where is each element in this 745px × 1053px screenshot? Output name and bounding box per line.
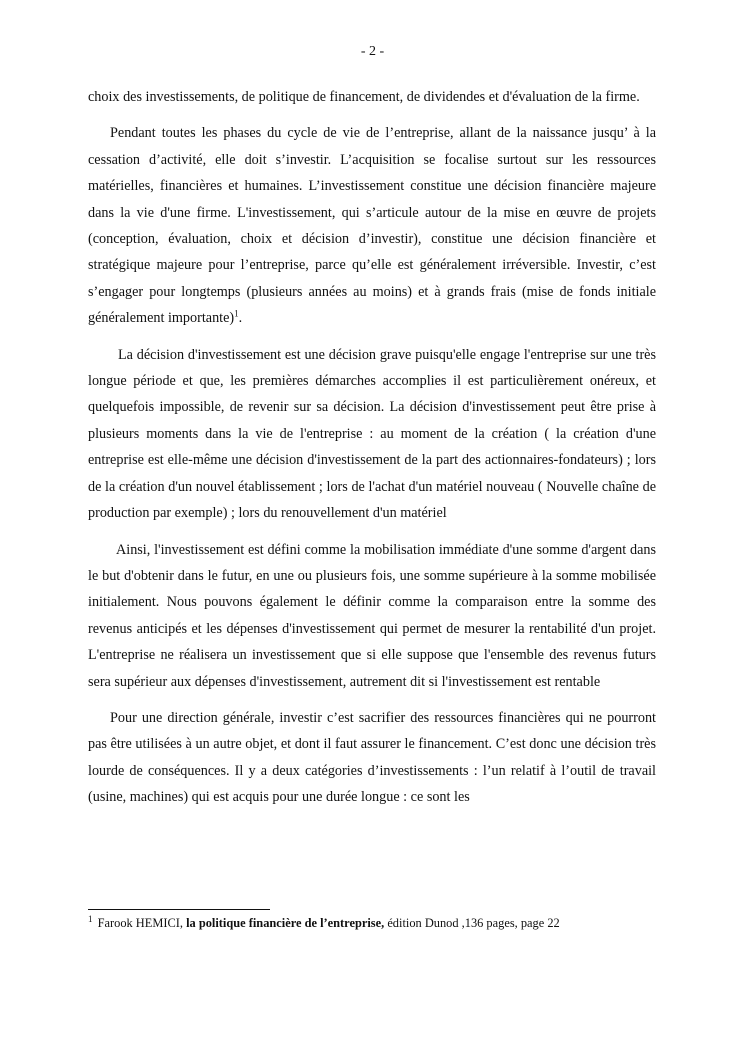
footnote-title: la politique financière de l’entreprise, bbox=[186, 916, 385, 930]
footnote-separator bbox=[88, 909, 270, 910]
body-text bbox=[88, 84, 656, 821]
paragraph-4: Ainsi, l'investissement est défini comme la mobilisation immédiate d'une somme d'argent dans le but d'obtenir dans le futur, en une ou plusieurs fois, une somme supérieure à la somme mobilisée initialement. Nous pouvons également le définir comme la comparaison entre la somme des revenus anticipés et les dépenses d'investissement qui permet de mesurer la rentabilité d'un projet. L'entreprise ne réalisera un investissement que si elle suppose que l'ensemble des revenus futurs sera supérieur aux dépenses d'investissement, autrement dit si l'investissement est rentable bbox=[88, 541, 656, 690]
footnote-reference: 1 bbox=[234, 308, 239, 319]
paragraph-3: La décision d'investissement est une décision grave puisqu'elle engage l'entreprise sur une très longue période et que, les premières démarches accomplies il est particulièrement onéreux, et quelquefois impossible, de revenir sur sa décision. La décision d'investissement peut être prise à plusieurs moments dans la vie de l'entreprise : au moment de la création ( la création d'une entreprise est elle-même une décision d'investissement de la part des actionnaires-fondateurs) ; lors de la création d'un nouvel établissement ; lors de l'achat d'un matériel nouveau ( Nouvelle chaîne de production par exemple) ; lors du renouvellement d'un matériel bbox=[88, 346, 656, 522]
paragraph-2-text: Pendant toutes les phases du cycle de vie de l’entreprise, allant de la naissance jusqu’ à la cessation d’activité, elle doit s’investir. L’acquisition se focalise surtout sur les ressources matérielles, financières et humaines. L’investissement constitue une décision financière majeure dans la vie d'une firme. L'investissement, qui s’articule autour de la mise en œuvre de projets (conception, évaluation, choix et décision d’investir), constitue une décision financière et stratégique majeure pour l’entreprise, parce qu’elle est généralement irréversible. Investir, c’est s’engager pour longtemps (plusieurs années au moins) et à grands frais (mise de fonds initiale généralement importante) bbox=[88, 125, 656, 327]
page-number: - 2 - bbox=[360, 44, 385, 59]
paragraph-2 bbox=[88, 120, 656, 331]
paragraph-5: Pour une direction générale, investir c’est sacrifier des ressources financières qui ne pourront pas être utilisées à un autre objet, et dont il faut assurer le financement. C’est donc une décision très lourde de conséquences. Il y a deux catégories d’investissements : l’un relatif à l’outil de travail (usine, machines) qui est acquis pour une durée longue : ce sont les bbox=[88, 709, 656, 806]
paragraph-2-end: . bbox=[238, 310, 243, 327]
footnote bbox=[88, 915, 656, 931]
footnote-details: édition Dunod ,136 pages, page 22 bbox=[387, 916, 560, 930]
footnote-number: 1 bbox=[88, 913, 93, 924]
footnote-author: Farook HEMICI, bbox=[97, 916, 183, 930]
paragraph-1: choix des investissements, de politique de financement, de dividendes et d'évaluation de la firme. bbox=[88, 89, 640, 105]
